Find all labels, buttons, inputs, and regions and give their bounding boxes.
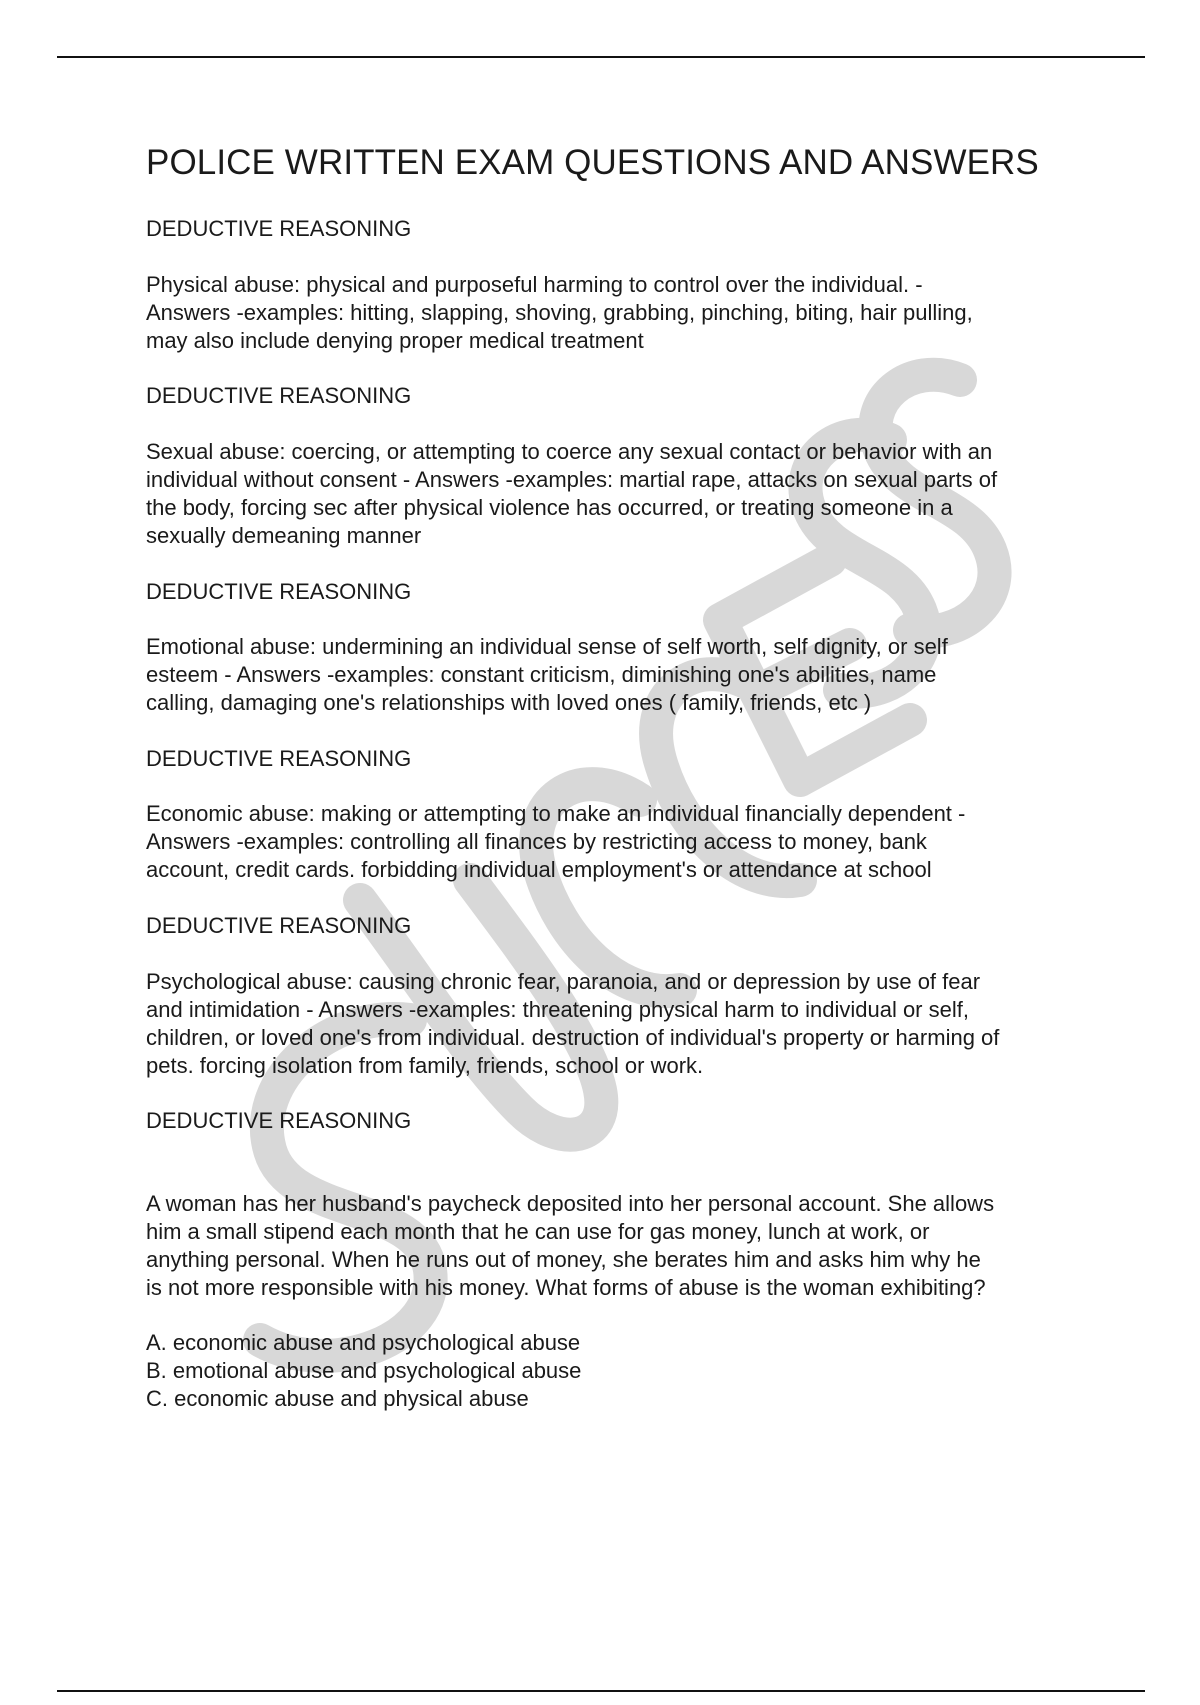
paragraph-line: children, or loved one's from individual. destruction of individual's property or harming of <box>146 1025 1000 1050</box>
paragraph-line: Answers -examples: hitting, slapping, shoving, grabbing, pinching, biting, hair pulling, <box>146 300 973 325</box>
section-label: DEDUCTIVE REASONING <box>146 579 412 604</box>
paragraph-line: is not more responsible with his money. What forms of abuse is the woman exhibiting? <box>146 1275 986 1300</box>
paragraph-line: individual without consent - Answers -examples: martial rape, attacks on sexual parts of <box>146 467 998 492</box>
paragraph-line: esteem - Answers -examples: constant criticism, diminishing one's abilities, name <box>146 662 937 687</box>
paragraph-line: anything personal. When he runs out of money, she berates him and asks him why he <box>146 1247 981 1272</box>
top-rule <box>57 56 1145 58</box>
section-label: DEDUCTIVE REASONING <box>146 1108 412 1133</box>
section-paragraph <box>146 271 1096 355</box>
section-paragraph <box>146 633 1096 717</box>
answer-options <box>146 1329 581 1413</box>
bottom-rule <box>57 1690 1145 1692</box>
section-label: DEDUCTIVE REASONING <box>146 913 412 938</box>
document-title: POLICE WRITTEN EXAM QUESTIONS AND ANSWERS <box>146 143 1039 182</box>
paragraph-line: pets. forcing isolation from family, friends, school or work. <box>146 1053 704 1078</box>
paragraph-line: Physical abuse: physical and purposeful harming to control over the individual. - <box>146 272 923 297</box>
section-paragraph <box>146 968 1096 1080</box>
paragraph-line: Answers -examples: controlling all finances by restricting access to money, bank <box>146 829 927 854</box>
answer-option-b: B. emotional abuse and psychological abuse <box>146 1358 582 1383</box>
section-paragraph <box>146 800 1096 884</box>
paragraph-line: Emotional abuse: undermining an individual sense of self worth, self dignity, or self <box>146 634 948 659</box>
paragraph-line: Sexual abuse: coercing, or attempting to coerce any sexual contact or behavior with an <box>146 439 993 464</box>
paragraph-line: A woman has her husband's paycheck deposited into her personal account. She allows <box>146 1191 995 1216</box>
section-label: DEDUCTIVE REASONING <box>146 383 412 408</box>
paragraph-line: him a small stipend each month that he can use for gas money, lunch at work, or <box>146 1219 930 1244</box>
paragraph-line: and intimidation - Answers -examples: threatening physical harm to individual or self, <box>146 997 969 1022</box>
paragraph-line: may also include denying proper medical treatment <box>146 328 644 353</box>
section-label: DEDUCTIVE REASONING <box>146 746 412 771</box>
section-label: DEDUCTIVE REASONING <box>146 216 412 241</box>
paragraph-line: account, credit cards. forbidding individual employment's or attendance at school <box>146 857 932 882</box>
paragraph-line: sexually demeaning manner <box>146 523 422 548</box>
paragraph-line: Economic abuse: making or attempting to make an individual financially dependent - <box>146 801 966 826</box>
paragraph-line: Psychological abuse: causing chronic fear, paranoia, and or depression by use of fear <box>146 969 981 994</box>
paragraph-line: the body, forcing sec after physical violence has occurred, or treating someone in a <box>146 495 953 520</box>
section-paragraph <box>146 438 1096 550</box>
question-paragraph <box>146 1190 1096 1302</box>
answer-option-c: C. economic abuse and physical abuse <box>146 1386 529 1411</box>
answer-option-a: A. economic abuse and psychological abuse <box>146 1330 581 1355</box>
paragraph-line: calling, damaging one's relationships with loved ones ( family, friends, etc ) <box>146 690 872 715</box>
